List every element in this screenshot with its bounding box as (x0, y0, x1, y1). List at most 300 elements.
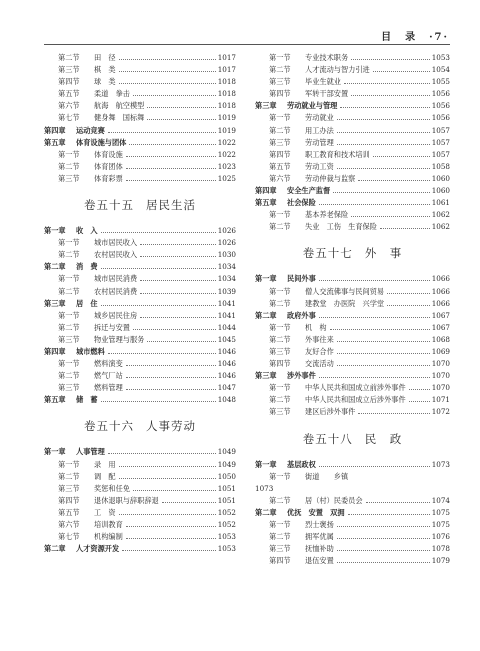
toc-section-entry[interactable] (44, 100, 236, 112)
entry-title: 机 构 (305, 322, 327, 332)
section-number: 第一节 (58, 274, 80, 284)
toc-section-entry[interactable] (44, 64, 236, 76)
page-number: 1070 (431, 359, 450, 369)
chapter-number: 第四章 (255, 186, 277, 196)
volume-heading (255, 419, 450, 459)
page-number: 1026 (217, 226, 236, 236)
page-number: 1052 (217, 507, 236, 517)
entry-title: 培训教育 (94, 520, 123, 529)
page-number: 1049 (217, 447, 236, 457)
toc-section-entry[interactable] (255, 495, 450, 507)
entry-title: 优抚 安置 双拥 (287, 507, 345, 517)
toc-section-entry[interactable] (255, 137, 450, 149)
page-number: 1071 (431, 395, 450, 405)
entry-title: 调 配 (94, 471, 116, 481)
section-number: 第三节 (58, 383, 80, 393)
section-number: 第二节 (58, 161, 80, 171)
entry-title: 人事管理 (76, 447, 105, 457)
section-number: 第三节 (269, 77, 291, 87)
chapter-number: 第五章 (255, 198, 277, 208)
toc-section-entry[interactable] (255, 209, 450, 221)
entry-title: 政府外事 (287, 310, 316, 320)
section-number: 第三节 (58, 65, 80, 75)
dot-leader (119, 59, 216, 60)
chapter-number: 第一章 (44, 447, 66, 457)
section-number: 第六节 (58, 101, 80, 111)
dot-leader (348, 514, 430, 515)
volume-title: 居民生活 (146, 198, 196, 213)
page-number: 1056 (431, 101, 450, 111)
toc-section-entry[interactable] (44, 161, 236, 173)
page-number: 1078 (431, 544, 450, 554)
dot-leader (119, 478, 216, 479)
page-number: 1052 (217, 520, 236, 529)
entry-title: 失业 工伤 生育保险 (305, 222, 377, 232)
toc-section-entry[interactable] (255, 221, 450, 233)
volume-number: 卷五十五 (84, 198, 134, 213)
entry-title: 友好合作 (305, 346, 334, 356)
page-number: 1060 (431, 173, 450, 183)
dot-leader (387, 305, 430, 306)
section-number: 第二节 (269, 334, 291, 344)
page-number: 1073 (255, 483, 274, 493)
toc-section-entry[interactable] (255, 76, 450, 88)
page-number: 1044 (217, 322, 236, 332)
section-number: 第二节 (269, 65, 291, 75)
section-number: 第四节 (269, 556, 291, 566)
section-number: 第三节 (269, 346, 291, 356)
toc-section-entry[interactable] (255, 406, 450, 418)
toc-section-entry[interactable] (255, 125, 450, 137)
dot-leader (319, 204, 430, 205)
page-number: 1053 (217, 544, 236, 554)
entry-title: 消 费 (76, 262, 98, 272)
toc-section-entry[interactable] (255, 173, 450, 185)
dot-leader (351, 95, 430, 96)
chapter-number: 第四章 (44, 125, 66, 135)
toc-section-entry[interactable] (255, 64, 450, 76)
toc-section-entry[interactable] (44, 310, 236, 322)
toc-section-entry[interactable] (44, 88, 236, 100)
toc-section-entry[interactable] (44, 495, 236, 507)
entry-title: 涉外事件 (287, 371, 316, 381)
section-number: 第二节 (58, 322, 80, 332)
toc-chapter-entry[interactable] (44, 298, 236, 310)
page-number: 1054 (431, 65, 450, 75)
dot-leader (140, 293, 216, 294)
dot-leader (126, 180, 216, 181)
toc-chapter-entry[interactable] (44, 394, 236, 406)
toc-section-entry[interactable] (255, 471, 450, 483)
entry-title: 储 蓄 (76, 395, 98, 405)
entry-title: 劳动就业与管理 (287, 101, 338, 111)
dot-leader (409, 389, 430, 390)
page-number: 1058 (431, 161, 450, 171)
page-number: 1070 (431, 371, 450, 381)
page-number: 1062 (431, 222, 450, 232)
entry-title: 农村居民收入 (94, 250, 138, 260)
chapter-number: 第二章 (255, 507, 277, 517)
dot-leader (119, 514, 216, 515)
toc-section-entry[interactable] (44, 459, 236, 471)
dot-leader (373, 156, 430, 157)
toc-section-entry[interactable] (255, 52, 450, 64)
toc-section-entry[interactable] (255, 112, 450, 124)
dot-leader (380, 228, 430, 229)
page-number: 1073 (431, 459, 450, 469)
chapter-number: 第二章 (255, 310, 277, 320)
page-number: 1051 (217, 495, 236, 505)
page-number: 1045 (217, 334, 236, 344)
toc-section-entry[interactable] (255, 88, 450, 100)
entry-title: 劳动管理 (305, 137, 334, 147)
dot-leader (366, 502, 430, 503)
toc-entry-continuation[interactable] (255, 483, 450, 495)
toc-section-entry[interactable] (44, 507, 236, 519)
dot-leader (126, 168, 216, 169)
section-number: 第一节 (269, 471, 291, 481)
dot-leader (140, 317, 216, 318)
page-number: 1048 (217, 395, 236, 405)
toc-section-entry[interactable] (44, 173, 236, 185)
toc-chapter-entry[interactable] (255, 310, 450, 322)
section-number: 第二节 (269, 532, 291, 542)
page-number: 1041 (217, 298, 236, 308)
entry-title: 燃料管理 (94, 383, 123, 393)
dot-leader (147, 119, 215, 120)
entry-title: 收 入 (76, 226, 98, 236)
toc-section-entry[interactable] (44, 322, 236, 334)
toc-section-entry[interactable] (255, 298, 450, 310)
dot-leader (337, 168, 430, 169)
entry-title: 抚恤补助 (305, 544, 334, 554)
entry-title: 烈士褒扬 (305, 520, 334, 529)
toc-section-entry[interactable] (255, 358, 450, 370)
page-number: 1062 (431, 210, 450, 220)
toc-section-entry[interactable] (44, 112, 236, 124)
dot-leader (387, 293, 430, 294)
dot-leader (101, 305, 216, 306)
section-number: 第四节 (58, 495, 80, 505)
chapter-number: 第二章 (44, 262, 66, 272)
dot-leader (351, 216, 430, 217)
dot-leader (119, 466, 216, 467)
dot-leader (140, 256, 216, 257)
toc-section-entry[interactable] (44, 358, 236, 370)
page-number: 1018 (217, 89, 236, 99)
dot-leader (358, 180, 429, 181)
section-number: 第二节 (58, 250, 80, 260)
toc-section-entry[interactable] (44, 249, 236, 261)
toc-section-entry[interactable] (255, 394, 450, 406)
entry-title: 奖惩和任免 (94, 483, 130, 493)
section-number: 第三节 (269, 407, 291, 417)
page-number: 1039 (217, 286, 236, 296)
dot-leader (373, 71, 430, 72)
entry-title: 居（村）民委员会 (305, 495, 363, 505)
page-number: 1017 (217, 65, 236, 75)
page-number: 1057 (431, 137, 450, 147)
section-number: 第一节 (58, 459, 80, 469)
entry-title: 城市居民收入 (94, 238, 138, 248)
dot-leader (358, 413, 429, 414)
dot-leader (330, 329, 430, 330)
entry-title: 社会保险 (287, 198, 316, 208)
section-number: 第四节 (269, 359, 291, 369)
entry-title: 专业技术职务 (305, 53, 349, 62)
page-number: 1017 (217, 53, 236, 62)
dot-leader (108, 353, 216, 354)
entry-title: 城市居民消费 (94, 274, 138, 284)
section-number: 第三节 (58, 173, 80, 183)
entry-title: 退休退职与辞职辞退 (94, 495, 159, 505)
page-number: 1041 (217, 310, 236, 320)
entry-title: 物业管理与服务 (94, 334, 145, 344)
section-number: 第二节 (58, 371, 80, 381)
toc-section-entry[interactable] (44, 273, 236, 285)
section-number: 第三节 (269, 544, 291, 554)
volume-title: 民 政 (364, 431, 403, 446)
toc-section-entry[interactable] (44, 286, 236, 298)
section-number: 第一节 (269, 322, 291, 332)
toc-section-entry[interactable] (255, 519, 450, 531)
section-number: 第四节 (269, 89, 291, 99)
page-number: 1067 (431, 322, 450, 332)
page-number: 1057 (431, 149, 450, 159)
page-number: 1034 (217, 262, 236, 272)
page-number: 1022 (217, 149, 236, 159)
toc-section-entry[interactable] (255, 322, 450, 334)
entry-title: 外事往来 (305, 334, 334, 344)
entry-title: 田 径 (94, 53, 116, 62)
section-number: 第七节 (58, 113, 80, 123)
header-rule (44, 44, 450, 45)
toc-chapter-entry[interactable] (255, 507, 450, 519)
chapter-number: 第五章 (44, 137, 66, 147)
page-number: 1046 (217, 359, 236, 369)
dot-leader (101, 268, 216, 269)
toc-chapter-entry[interactable] (255, 100, 450, 112)
page-number: 1066 (431, 274, 450, 284)
entry-title: 拥军优属 (305, 532, 334, 542)
toc-section-entry[interactable] (255, 346, 450, 358)
dot-leader (126, 538, 216, 539)
section-number: 第一节 (269, 520, 291, 529)
entry-title: 工 资 (94, 507, 116, 517)
entry-title: 职工教育和技术培训 (305, 149, 370, 159)
volume-number: 卷五十七 (302, 246, 353, 261)
toc-chapter-entry[interactable] (44, 446, 236, 458)
dot-leader (108, 453, 216, 454)
toc-section-entry[interactable] (44, 76, 236, 88)
section-number: 第四节 (269, 149, 291, 159)
dot-leader (126, 377, 216, 378)
section-number: 第七节 (58, 532, 80, 542)
toc-section-entry[interactable] (44, 149, 236, 161)
page-number: 1066 (431, 298, 450, 308)
entry-title: 机构编制 (94, 532, 123, 542)
entry-title: 军转干部安置 (305, 89, 349, 99)
entry-title: 录 用 (94, 459, 116, 469)
section-number: 第二节 (269, 222, 291, 232)
section-number: 第二节 (58, 471, 80, 481)
entry-title: 体育团体 (94, 161, 123, 171)
toc-chapter-entry[interactable] (44, 346, 236, 358)
page-number: 1075 (431, 520, 450, 529)
section-number: 第二节 (58, 286, 80, 296)
volume-title: 人事劳动 (146, 419, 196, 434)
toc-section-entry[interactable] (44, 483, 236, 495)
toc-chapter-entry[interactable] (255, 273, 450, 285)
toc-section-entry[interactable] (44, 370, 236, 382)
dot-leader (126, 526, 216, 527)
toc-section-entry[interactable] (44, 531, 236, 543)
section-number: 第一节 (58, 359, 80, 369)
section-number: 第二节 (58, 53, 80, 62)
toc-section-entry[interactable] (255, 286, 450, 298)
dot-leader (319, 466, 430, 467)
section-number: 第五节 (269, 161, 291, 171)
section-number: 第一节 (58, 149, 80, 159)
page-header: 目 录 ·7· (381, 32, 449, 43)
section-number: 第五节 (58, 507, 80, 517)
section-number: 第三节 (58, 483, 80, 493)
dot-leader (162, 502, 216, 503)
entry-title: 民间外事 (287, 274, 316, 284)
toc-chapter-entry[interactable] (44, 137, 236, 149)
toc-section-entry[interactable] (44, 52, 236, 64)
dot-leader (126, 156, 216, 157)
toc-chapter-entry[interactable] (255, 197, 450, 209)
dot-leader (319, 280, 430, 281)
chapter-number: 第三章 (255, 371, 277, 381)
toc-chapter-entry[interactable] (44, 543, 236, 555)
entry-title: 航海 航空模型 (94, 101, 145, 111)
dot-leader (337, 144, 430, 145)
entry-title: 用工办法 (305, 125, 334, 135)
toc-section-entry[interactable] (44, 237, 236, 249)
entry-title: 劳动工资 (305, 161, 334, 171)
entry-title: 体育设施与团体 (76, 137, 127, 147)
toc-section-entry[interactable] (44, 382, 236, 394)
page-number: 1049 (217, 459, 236, 469)
entry-title: 街道 乡镇 (305, 471, 349, 481)
page-number: 1047 (217, 383, 236, 393)
section-number: 第一节 (269, 113, 291, 123)
dot-leader (340, 107, 429, 108)
dot-leader (319, 377, 430, 378)
chapter-number: 第一章 (44, 226, 66, 236)
entry-title: 建教堂 办医院 兴学堂 (305, 298, 385, 308)
entry-title: 劳动就业 (305, 113, 334, 123)
entry-title: 体育彩票 (94, 173, 123, 183)
section-number: 第一节 (58, 310, 80, 320)
toc-section-entry[interactable] (44, 471, 236, 483)
toc-chapter-entry[interactable] (255, 370, 450, 382)
entry-title: 安全生产监督 (287, 186, 331, 196)
toc-section-entry[interactable] (44, 519, 236, 531)
toc-chapter-entry[interactable] (255, 459, 450, 471)
entry-title: 中华人民共和国成立后涉外事件 (305, 395, 406, 405)
chapter-number: 第一章 (255, 459, 277, 469)
page-number: 1067 (431, 310, 450, 320)
toc-section-entry[interactable] (255, 149, 450, 161)
dot-leader (337, 526, 430, 527)
dot-leader (119, 83, 216, 84)
toc-section-entry[interactable] (255, 543, 450, 555)
toc-chapter-entry[interactable] (44, 261, 236, 273)
toc-section-entry[interactable] (255, 334, 450, 346)
entry-title: 居 住 (76, 298, 98, 308)
entry-title: 建区后涉外事件 (305, 407, 356, 417)
page-number: 1046 (217, 346, 236, 356)
toc-chapter-entry[interactable] (44, 125, 236, 137)
toc-column-right (255, 52, 450, 567)
volume-title: 外 事 (364, 246, 403, 261)
entry-title: 燃料演变 (94, 359, 123, 369)
entry-title: 运动竞赛 (76, 125, 105, 135)
entry-title: 基本养老保险 (305, 210, 349, 220)
dot-leader (337, 132, 430, 133)
page-number: 1034 (217, 274, 236, 284)
volume-heading (44, 185, 236, 225)
dot-leader (129, 144, 215, 145)
section-number: 第一节 (269, 383, 291, 393)
volume-number: 卷五十六 (84, 419, 134, 434)
entry-title: 劳动仲裁与监察 (305, 173, 356, 183)
volume-number: 卷五十八 (302, 431, 353, 446)
section-number: 第一节 (269, 53, 291, 62)
page-number: 1051 (217, 483, 236, 493)
toc-chapter-entry[interactable] (44, 225, 236, 237)
section-number: 第二节 (269, 495, 291, 505)
dot-leader (126, 389, 216, 390)
volume-heading (44, 406, 236, 446)
toc-section-entry[interactable] (255, 161, 450, 173)
entry-title: 棋 类 (94, 65, 116, 75)
chapter-number: 第五章 (44, 395, 66, 405)
dot-leader (140, 244, 216, 245)
page-number: 1079 (431, 556, 450, 566)
dot-leader (337, 550, 430, 551)
dot-leader (133, 95, 216, 96)
page-number: 1018 (217, 77, 236, 87)
page-number: 1050 (217, 471, 236, 481)
section-number: 第一节 (58, 238, 80, 248)
section-number: 第五节 (58, 89, 80, 99)
page-number: 1061 (431, 198, 450, 208)
entry-title: 柔道 拳击 (94, 89, 130, 99)
section-number: 第一节 (269, 210, 291, 220)
dot-leader (337, 365, 430, 366)
toc-section-entry[interactable] (255, 382, 450, 394)
entry-title: 城市燃料 (76, 346, 105, 356)
page-number: 1075 (431, 507, 450, 517)
toc-section-entry[interactable] (255, 531, 450, 543)
entry-title: 基层政权 (287, 459, 316, 469)
toc-chapter-entry[interactable] (255, 185, 450, 197)
toc-section-entry[interactable] (255, 555, 450, 567)
page-number: 1060 (431, 186, 450, 196)
page-number: 1023 (217, 161, 236, 171)
entry-title: 城乡居民住房 (94, 310, 138, 320)
page-number: 1022 (217, 137, 236, 147)
entry-title: 拆迁与安置 (94, 322, 130, 332)
dot-leader (133, 490, 216, 491)
page-number: 1070 (431, 383, 450, 393)
page-number: 1074 (431, 495, 450, 505)
toc-section-entry[interactable] (44, 334, 236, 346)
